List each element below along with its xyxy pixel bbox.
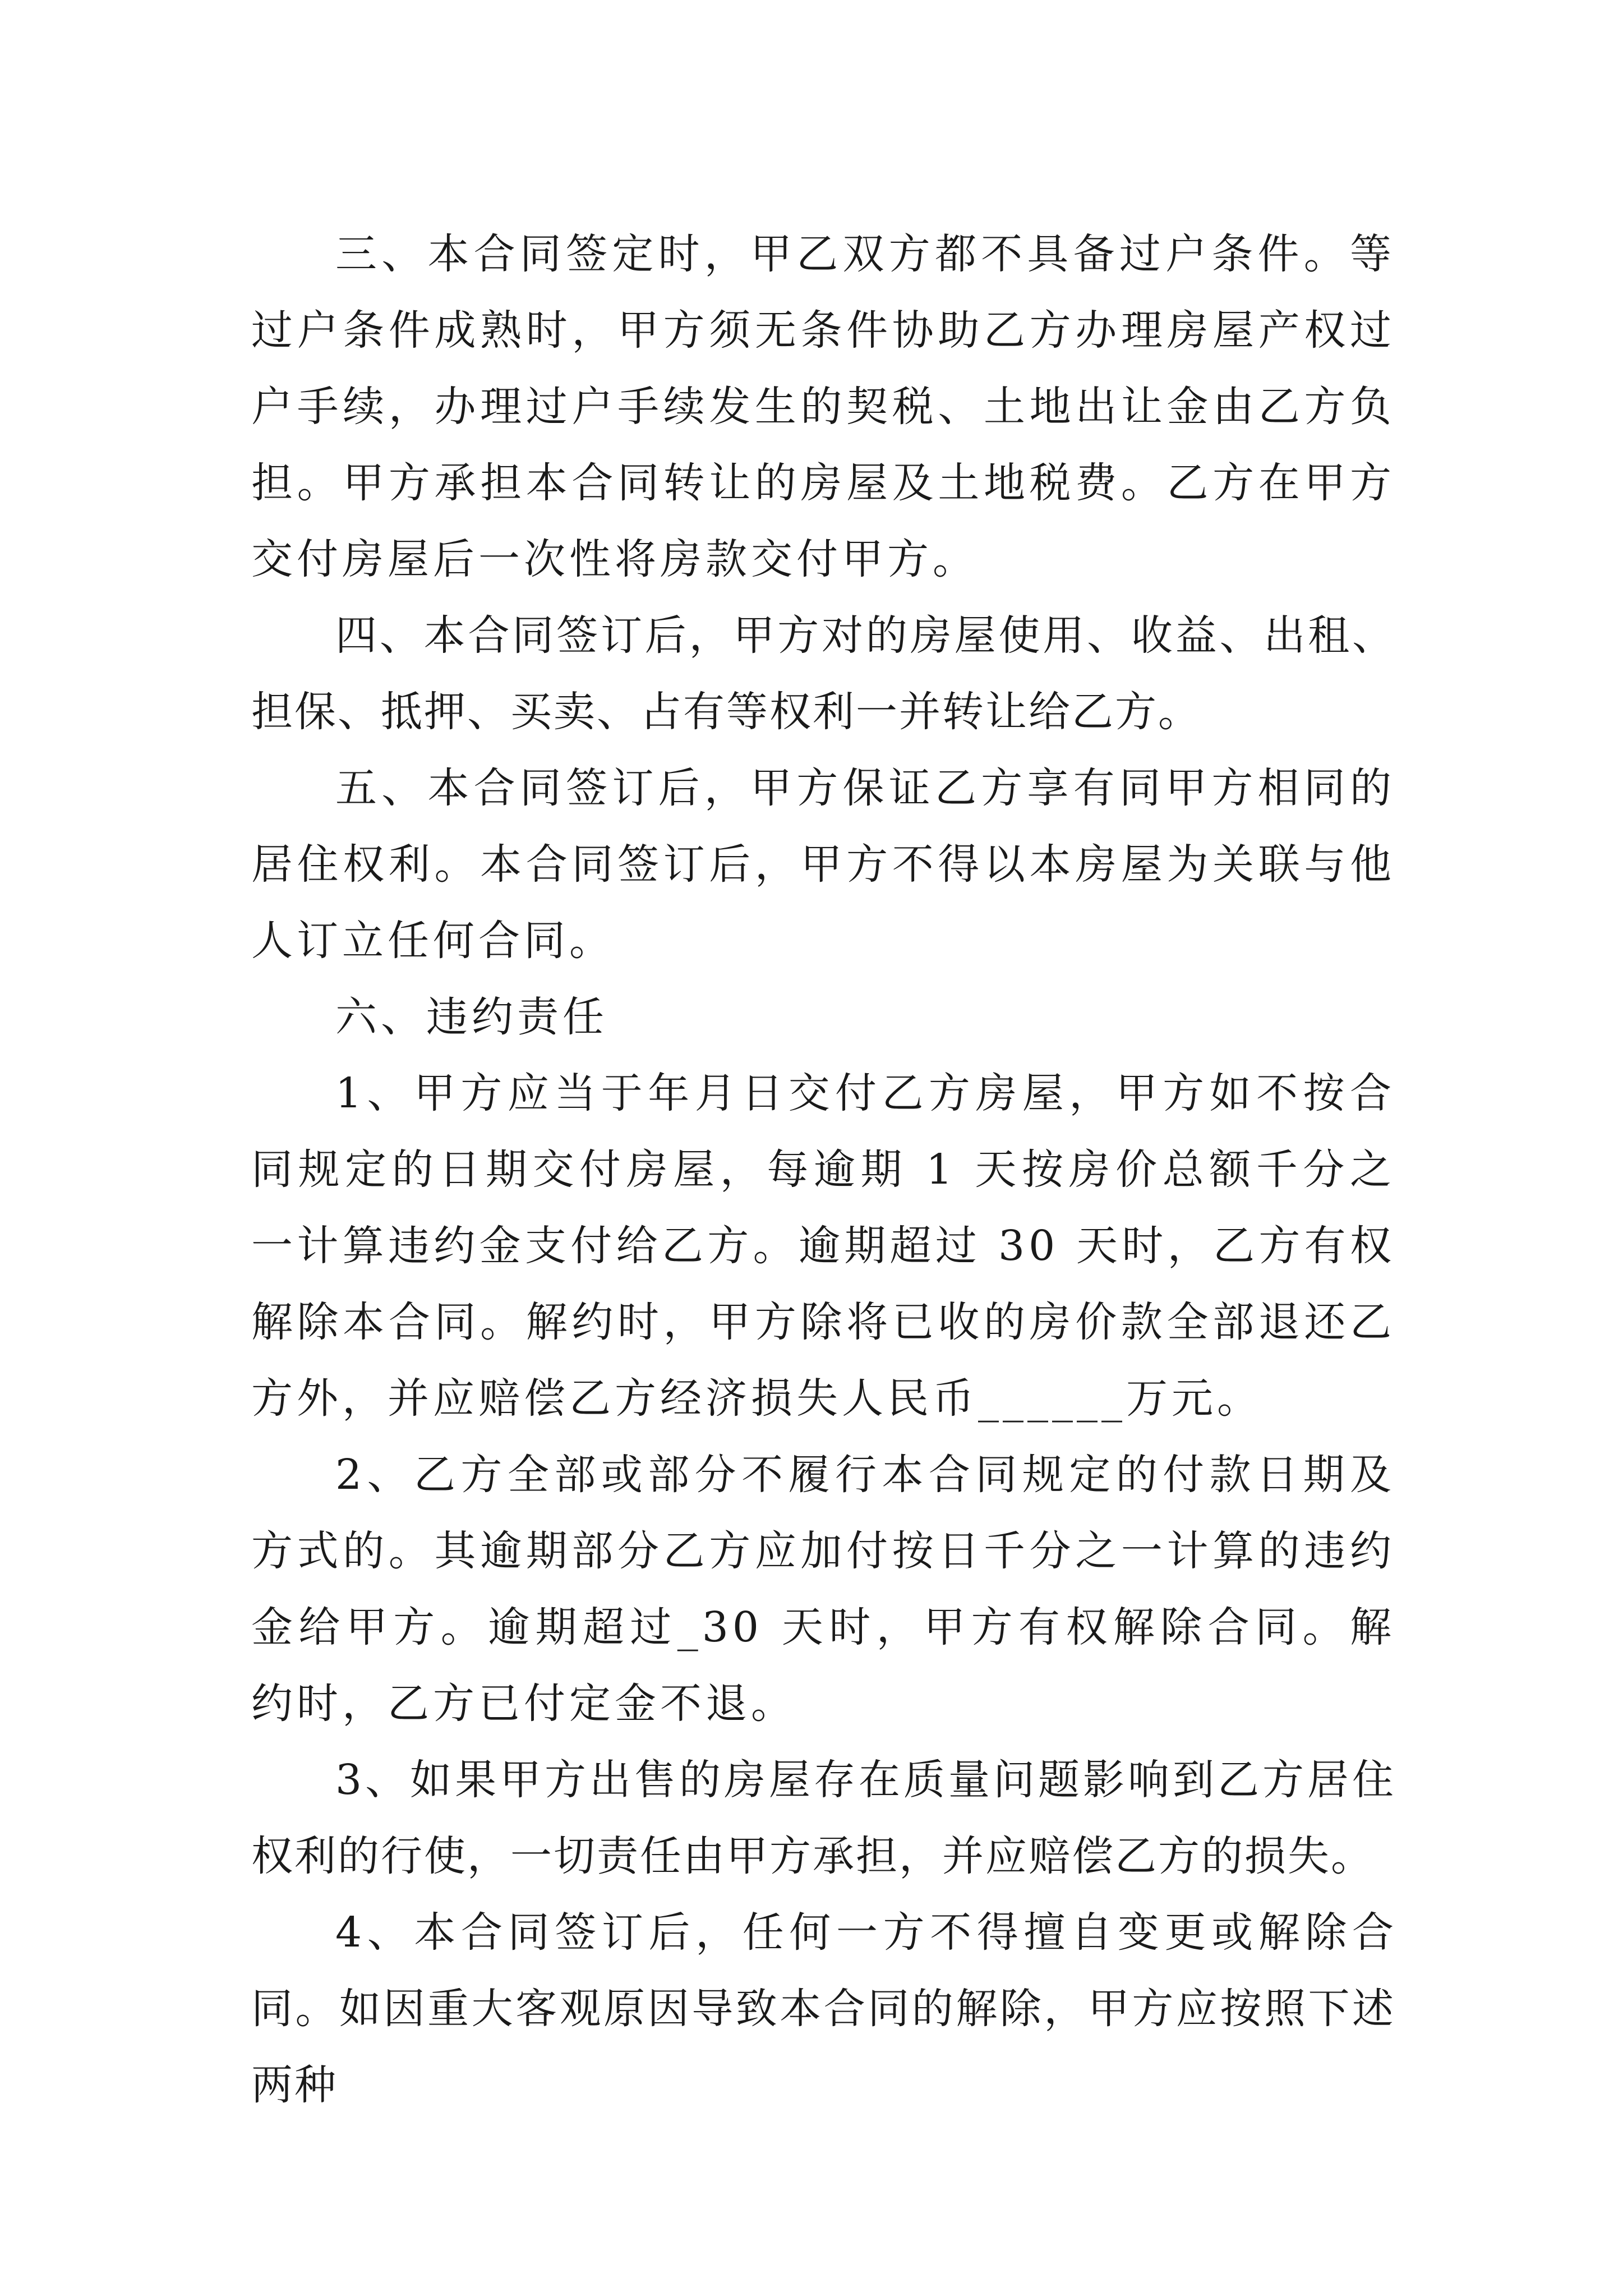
paragraph-clause-3: 三、本合同签定时，甲乙双方都不具备过户条件。等过户条件成熟时，甲方须无条件协助乙方办理房屋产权过户手续，办理过户手续发生的契税、土地出让金由乙方负担。甲方承担本合同转让的房屋及土地税费。乙方在甲方交付房屋后一次性将房款交付甲方。 (251, 230, 1395, 583)
paragraph-clause-6-4: 4、本合同签订后，任何一方不得擅自变更或解除合同。如因重大客观原因导致本合同的解除，甲方应按照下述两种 (251, 1908, 1395, 2109)
paragraph-clause-4: 四、本合同签订后，甲方对的房屋使用、收益、出租、担保、抵押、买卖、占有等权利一并转让给乙方。 (251, 611, 1395, 736)
document-body (251, 216, 1395, 2123)
paragraph-clause-6-3: 3、如果甲方出售的房屋存在质量问题影响到乙方居住权利的行使，一切责任由甲方承担，并应赔偿乙方的损失。 (251, 1756, 1395, 1880)
paragraph-clause-6-1: 1、甲方应当于年月日交付乙方房屋，甲方如不按合同规定的日期交付房屋，每逾期 1 天按房价总额千分之一计算违约金支付给乙方。逾期超过 30 天时，乙方有权解除本合同。解约时，甲方除将已收的房价款全部退还乙方外，并应赔偿乙方经济损失人民币______万元。 (251, 1069, 1395, 1423)
paragraph-clause-5: 五、本合同签订后，甲方保证乙方享有同甲方相同的居住权利。本合同签订后，甲方不得以本房屋为关联与他人订立任何合同。 (251, 764, 1395, 965)
paragraph-clause-6-2: 2、乙方全部或部分不履行本合同规定的付款日期及方式的。其逾期部分乙方应加付按日千分之一计算的违约金给甲方。逾期超过_30 天时，甲方有权解除合同。解约时，乙方已付定金不退。 (251, 1451, 1395, 1728)
paragraph-clause-6-heading: 六、违约责任 (335, 993, 608, 1041)
